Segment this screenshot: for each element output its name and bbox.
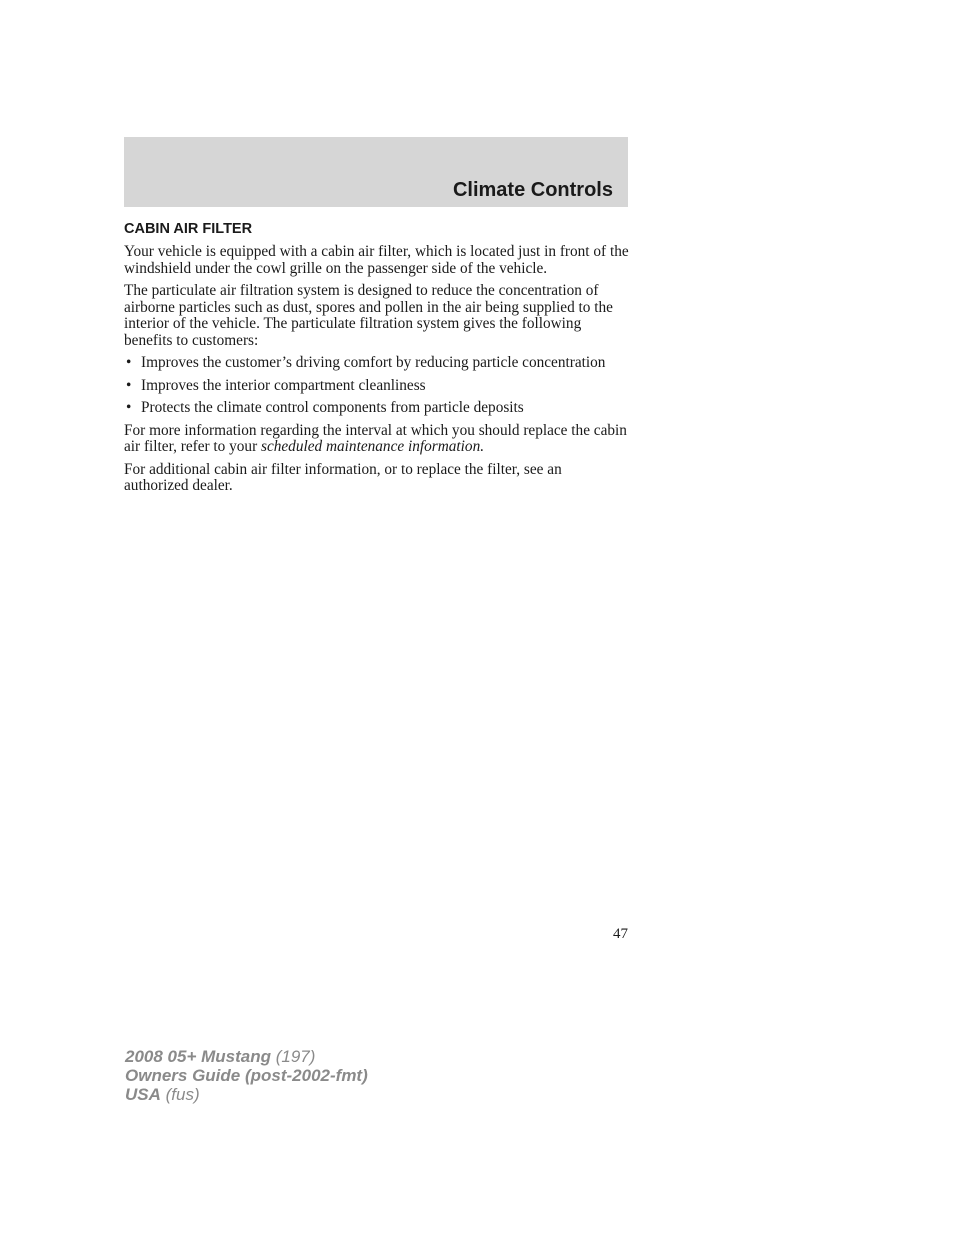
footer-line-3 <box>125 1085 368 1104</box>
bullet-icon: • <box>126 376 132 394</box>
footer-market-code: (fus) <box>160 1085 200 1104</box>
document-footer <box>125 1047 368 1104</box>
footer-line-1 <box>125 1047 368 1066</box>
bullet-icon: • <box>126 399 132 416</box>
chapter-title: Climate Controls <box>452 179 613 201</box>
maintenance-reference: scheduled maintenance information. <box>261 438 485 455</box>
dealer-paragraph: For additional cabin air filter information, or to replace the filter, see an authorized dealer. <box>124 460 562 494</box>
list-item-text: Improves the interior compartment cleanliness <box>141 376 426 394</box>
bullet-icon: • <box>126 354 132 371</box>
section-heading: CABIN AIR FILTER <box>124 221 253 237</box>
section-header-band <box>124 137 628 207</box>
filtration-paragraph: The particulate air filtration system is designed to reduce the concentration of airborne particles such as dust, spores and pollen in the air being supplied to the interior of the vehicle. The particulate filtration system gives the following benefits to customers: <box>124 282 613 349</box>
list-item <box>124 378 629 395</box>
list-item <box>124 400 629 417</box>
list-item-text: Protects the climate control components from particle deposits <box>141 399 524 416</box>
page-content <box>124 220 629 501</box>
maintenance-text: For more information regarding the interval at which you should replace the cabin air filter, refer to your <box>124 421 627 455</box>
page-number: 47 <box>613 926 628 942</box>
intro-paragraph: Your vehicle is equipped with a cabin air filter, which is located just in front of the windshield under the cowl grille on the passenger side of the vehicle. <box>124 243 629 277</box>
footer-model: 2008 05+ Mustang <box>125 1047 271 1066</box>
list-item <box>124 355 629 372</box>
list-item-text: Improves the customer’s driving comfort by reducing particle concentration <box>141 354 606 371</box>
footer-line-2 <box>125 1066 368 1085</box>
maintenance-paragraph <box>124 423 629 456</box>
benefits-list <box>124 355 629 417</box>
footer-guide: Owners Guide (post-2002-fmt) <box>125 1066 368 1085</box>
footer-market: USA <box>125 1085 161 1104</box>
footer-model-code: (197) <box>271 1047 316 1066</box>
